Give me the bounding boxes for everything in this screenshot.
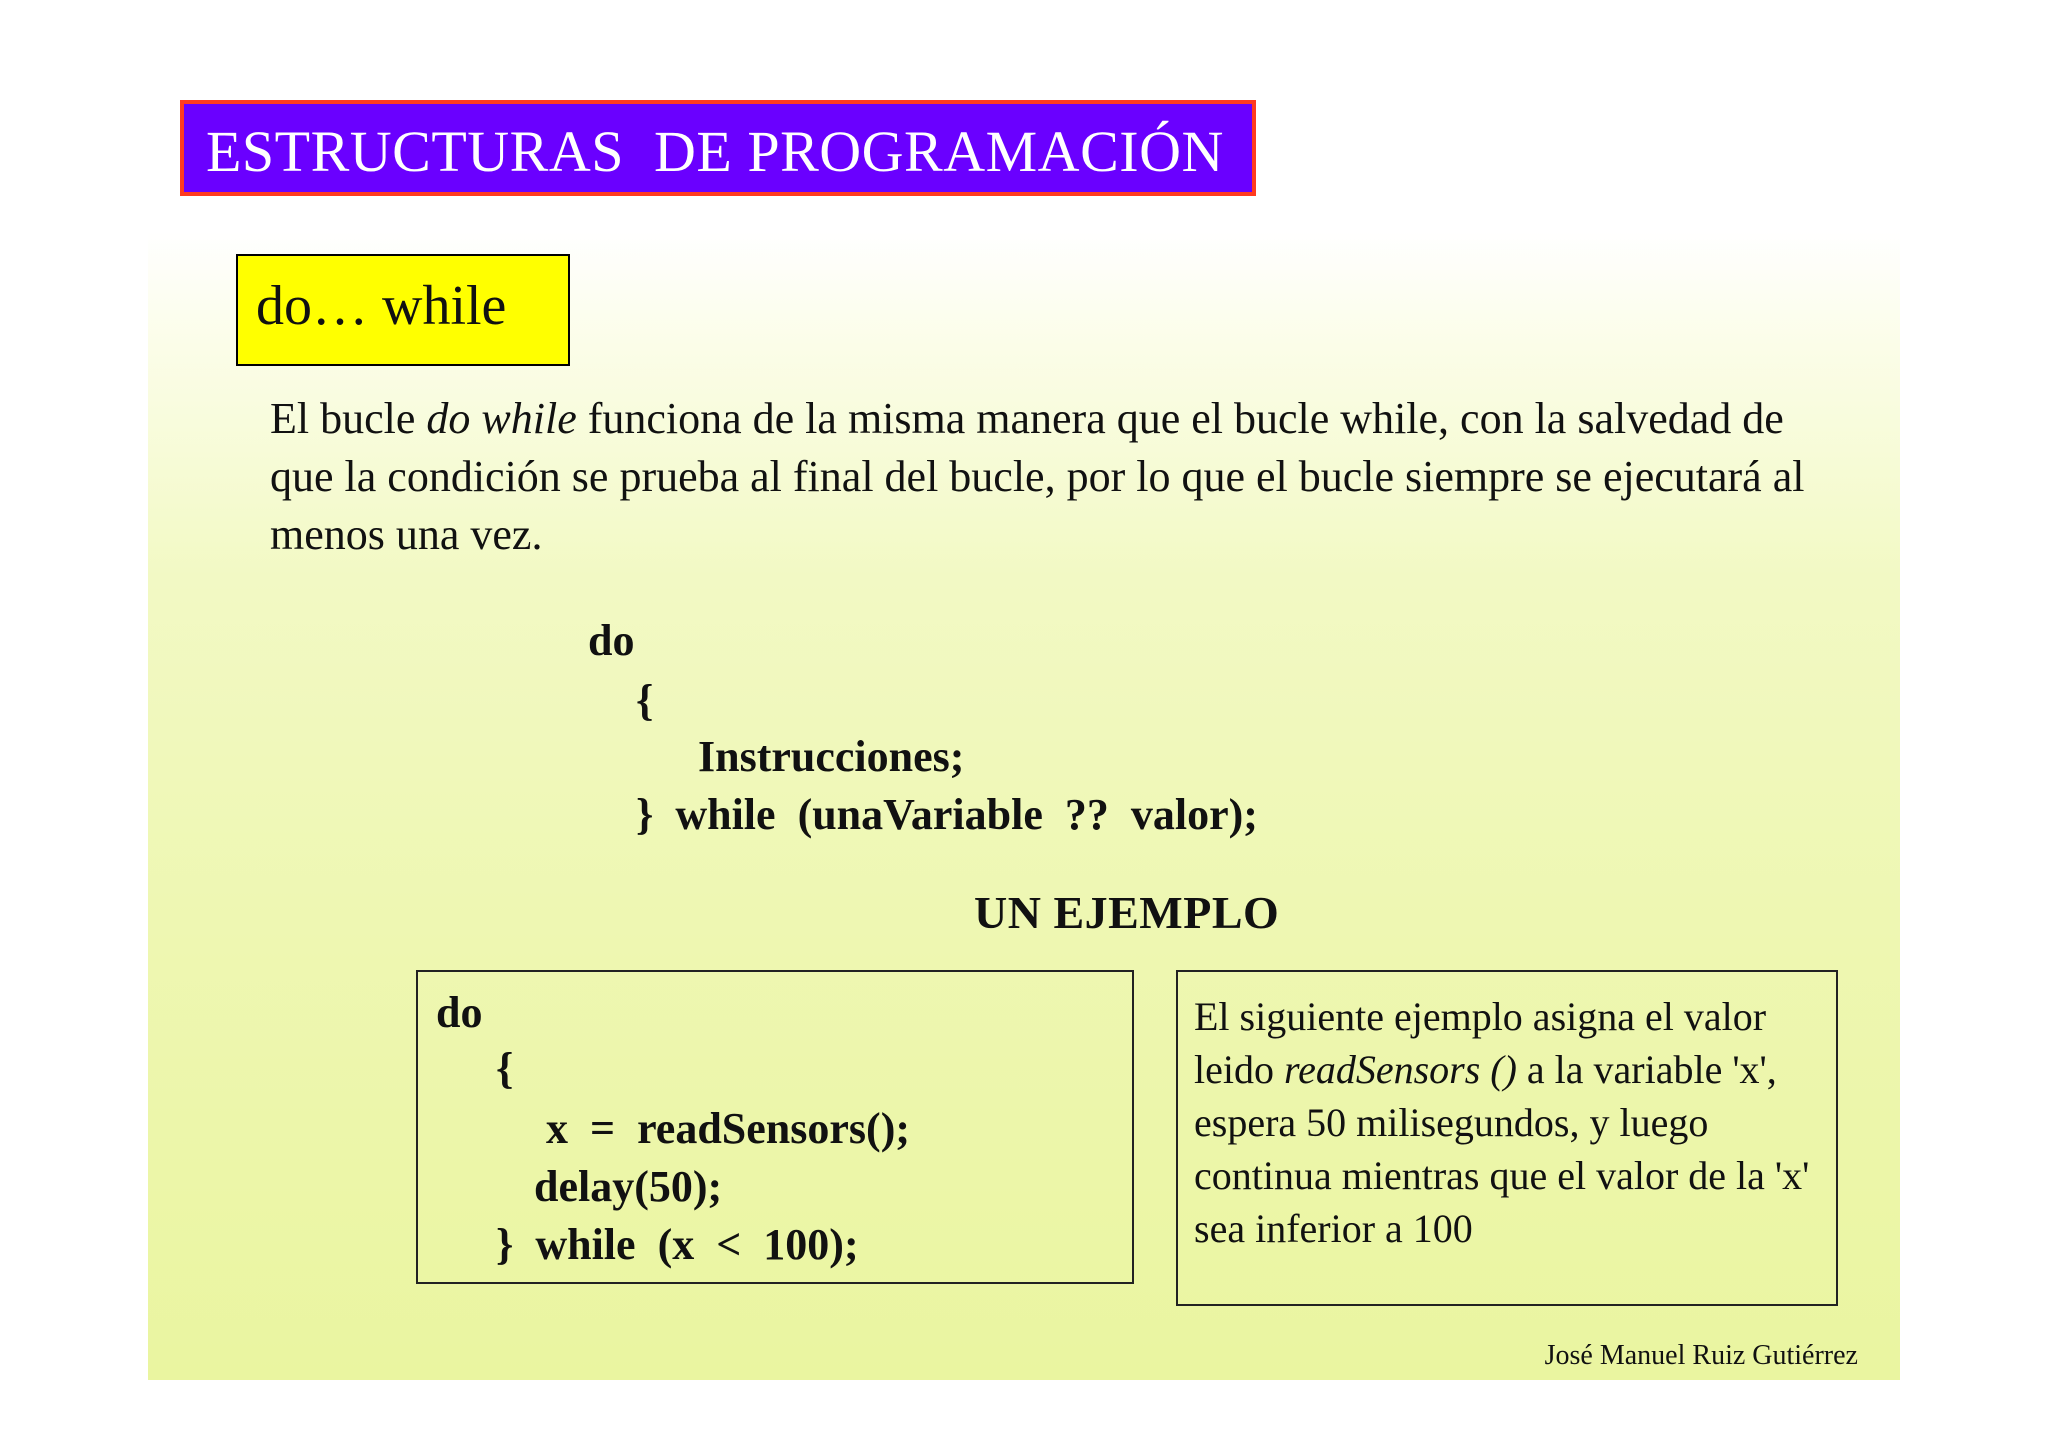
example-code-box (416, 970, 1134, 1284)
description-text-rest: a la variable 'x', espera 50 milisegundos, y luego continua mientras que el valor de la 'x' sea inferior a 100 (1194, 1047, 1810, 1251)
description-italic-function: readSensors () (1283, 1047, 1517, 1092)
description-text-start: El siguiente ejemplo asigna el valor leido (1194, 994, 1767, 1092)
code-do-keyword: do (436, 988, 483, 1037)
code-while-line: } while (x < 100); (496, 1220, 859, 1269)
intro-text-start: El bucle (270, 394, 427, 443)
author-footer: José Manuel Ruiz Gutiérrez (1544, 1340, 1858, 1371)
intro-paragraph (270, 390, 1810, 564)
syntax-do-keyword: do (588, 616, 635, 665)
syntax-while-line: } while (unaVariable ?? valor); (636, 790, 1258, 839)
code-open-brace: { (496, 1044, 514, 1093)
example-description-box (1176, 970, 1838, 1306)
code-assignment-line: x = readSensors(); (546, 1104, 911, 1153)
section-subtitle: do… while (236, 254, 570, 366)
example-heading: UN EJEMPLO (974, 887, 1280, 938)
slide-title: ESTRUCTURAS DE PROGRAMACIÓN (180, 100, 1256, 196)
code-delay-line: delay(50); (534, 1162, 723, 1211)
syntax-open-brace: { (636, 676, 654, 725)
syntax-body: Instrucciones; (698, 732, 965, 781)
intro-italic-term: do while (426, 394, 577, 443)
intro-text-rest: funciona de la misma manera que el bucle while, con la salvedad de que la condición se prueba al final del bucle, por lo que el bucle siempre se ejecutará al menos una vez. (270, 394, 1805, 559)
